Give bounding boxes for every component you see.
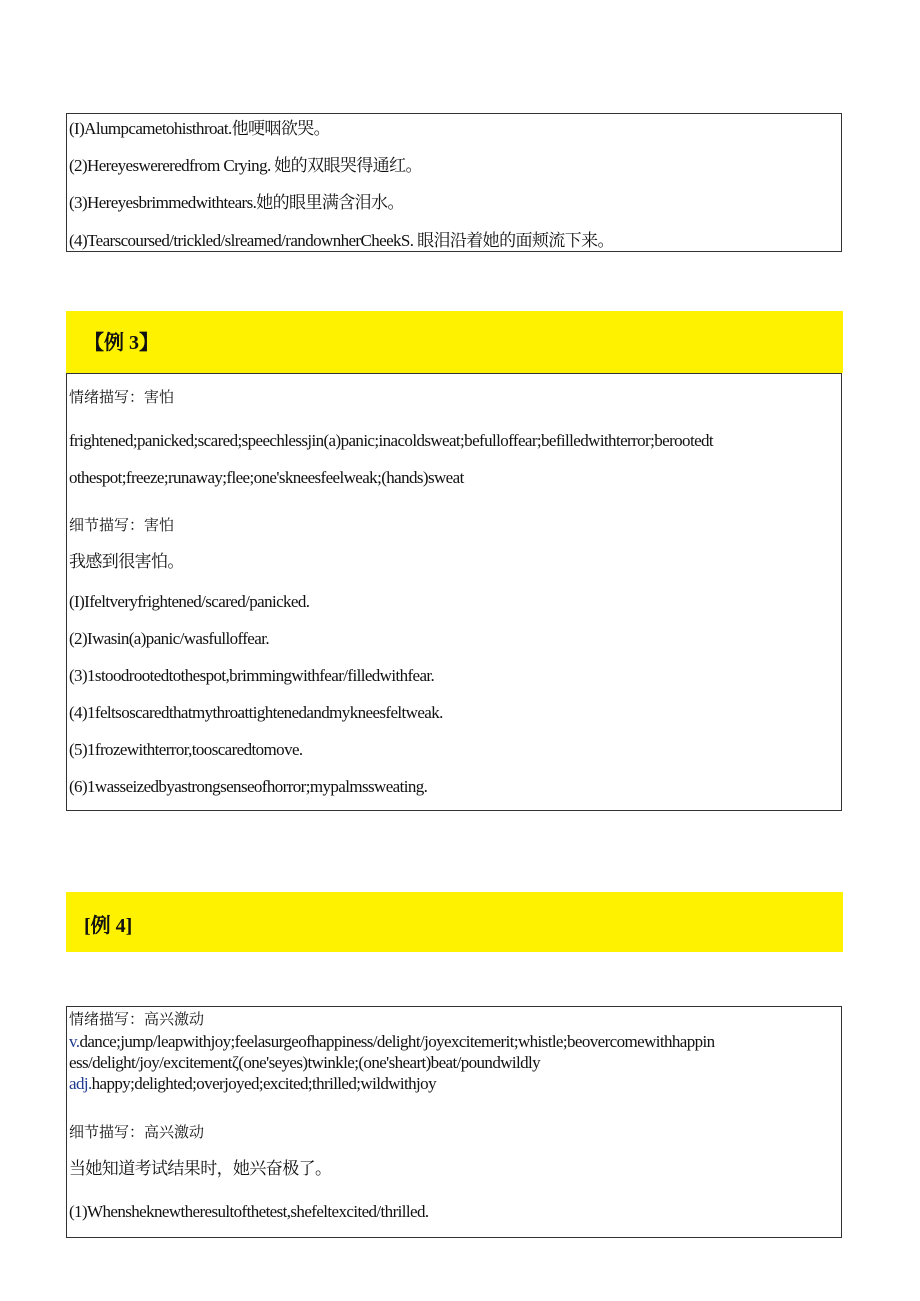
example-sentence: (3)1stoodrootedtothespot,brimmingwithfear/filledwithfear. bbox=[69, 666, 435, 685]
example-sentence: (6)1wasseizedbyastrongsenseofhorror;mypalmssweating. bbox=[69, 777, 428, 796]
adj-vocab-text: happy;delighted;overjoyed;excited;thrilled;wildwithjoy bbox=[91, 1074, 436, 1093]
example-sentence: (1)Whensheknewtheresultofthetest,shefeltexcited/thrilled. bbox=[69, 1202, 429, 1221]
top-example-box bbox=[66, 113, 842, 252]
adj-vocab-line bbox=[69, 1074, 436, 1094]
example-sentence: (4)Tearscoursed/trickled/slreamed/randownherCheekS. 眼泪沿着她的面颊流下来。 bbox=[69, 231, 614, 250]
example-3-heading-banner bbox=[66, 311, 843, 373]
example-sentence: (3)Hereyesbrimmedwithtears.她的眼里满含泪水。 bbox=[69, 193, 404, 212]
detail-label: 细节描写：高兴激动 bbox=[69, 1125, 205, 1141]
example-3-heading: 【例 3】 bbox=[84, 332, 159, 354]
example-sentence: (2)Hereyeswereredfrom Crying. 她的双眼哭得通红。 bbox=[69, 156, 422, 175]
example-sentence: (4)1feltsoscaredthatmythroattightenedandmykneesfeltweak. bbox=[69, 703, 443, 722]
verb-vocab-line: ess/delight/joy/excitementζ(one'seyes)twinkle;(one'sheart)beat/poundwildly bbox=[69, 1053, 541, 1072]
verb-tag: v. bbox=[69, 1032, 80, 1051]
chinese-prompt: 当她知道考试结果时，她兴奋极了。 bbox=[69, 1159, 332, 1178]
detail-label: 细节描写：害怕 bbox=[69, 518, 175, 534]
example-4-box bbox=[66, 1006, 842, 1238]
example-sentence: (I)Alumpcametohisthroat.他哽咽欲哭。 bbox=[69, 119, 331, 138]
vocab-line: frightened;panicked;scared;speechlessjin(a)panic;inacoldsweat;befulloffear;befilledwithterror;berootedt bbox=[69, 431, 714, 450]
verb-vocab-line bbox=[69, 1032, 715, 1052]
emotion-label: 情绪描写：害怕 bbox=[69, 390, 175, 406]
example-4-heading: [例 4] bbox=[84, 915, 133, 937]
example-4-heading-banner bbox=[66, 892, 843, 952]
adj-tag: adj. bbox=[69, 1074, 92, 1093]
example-sentence: (2)Iwasin(a)panic/wasfulloffear. bbox=[69, 629, 269, 648]
vocab-line: othespot;freeze;runaway;flee;one'skneesfeelweak;(hands)sweat bbox=[69, 468, 464, 487]
example-sentence: (I)Ifeltveryfrightened/scared/panicked. bbox=[69, 592, 310, 611]
verb-vocab-text: dance;jump/leapwithjoy;feelasurgeofhappiness/delight/joyexcitemerit;whistle;beovercomewithhappin bbox=[79, 1032, 715, 1051]
example-sentence: (5)1frozewithterror,tooscaredtomove. bbox=[69, 740, 303, 759]
example-3-box bbox=[66, 373, 842, 811]
emotion-label: 情绪描写：高兴激动 bbox=[69, 1012, 205, 1028]
chinese-prompt: 我感到很害怕。 bbox=[69, 552, 184, 571]
